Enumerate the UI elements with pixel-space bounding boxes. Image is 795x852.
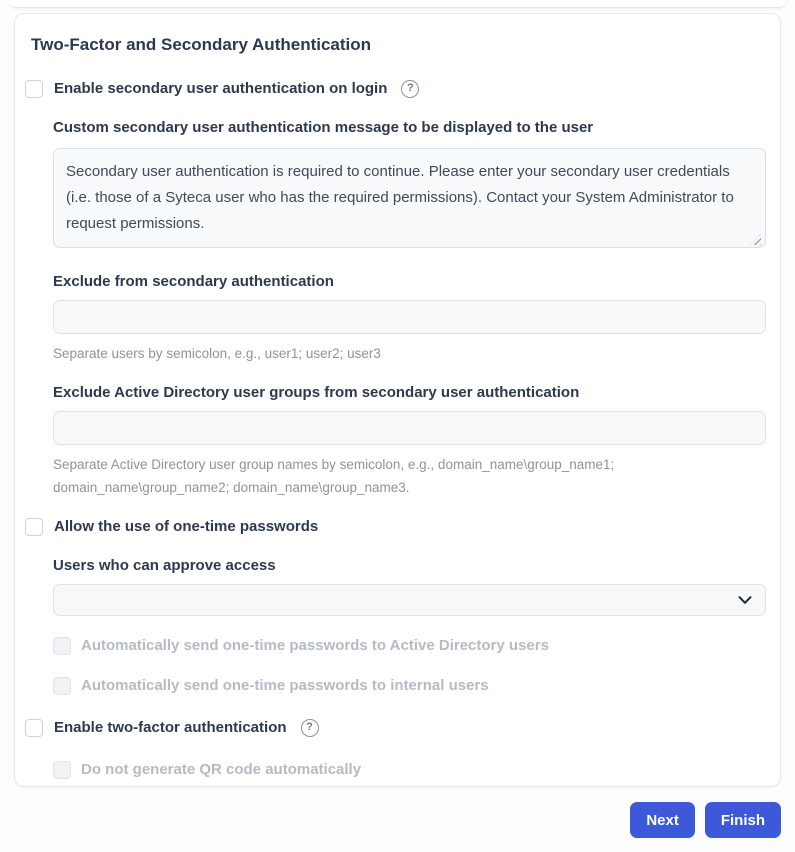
wizard-footer bbox=[0, 802, 781, 838]
chevron-down-icon bbox=[737, 592, 753, 608]
exclude-users-label: Exclude from secondary authentication bbox=[53, 273, 334, 290]
no-qr-checkbox bbox=[53, 761, 71, 779]
auto-send-ad-row bbox=[53, 636, 764, 656]
enable-secondary-auth-checkbox[interactable] bbox=[25, 80, 43, 98]
finish-button[interactable]: Finish bbox=[705, 802, 781, 838]
auto-send-internal-row bbox=[53, 676, 764, 696]
previous-card-bottom-edge bbox=[8, 0, 787, 8]
exclude-groups-hint: Separate Active Directory user group names by semicolon, e.g., domain_name\group_name1; domain_name\group_name2; domain_name\group_name3. bbox=[53, 457, 615, 495]
two-factor-section bbox=[53, 760, 764, 780]
auto-send-ad-label: Automatically send one-time passwords to Active Directory users bbox=[81, 637, 549, 654]
custom-message-label: Custom secondary user authentication message to be displayed to the user bbox=[53, 119, 594, 136]
two-factor-settings-card bbox=[14, 13, 781, 787]
auto-send-internal-label: Automatically send one-time passwords to internal users bbox=[81, 677, 489, 694]
enable-secondary-auth-row bbox=[25, 79, 764, 99]
custom-message-textarea[interactable] bbox=[53, 148, 766, 248]
approvers-select[interactable] bbox=[53, 584, 766, 616]
allow-otp-checkbox[interactable] bbox=[25, 518, 43, 536]
exclude-users-input[interactable] bbox=[53, 300, 766, 334]
exclude-groups-input[interactable] bbox=[53, 411, 766, 445]
secondary-auth-section bbox=[53, 119, 764, 499]
exclude-groups-label: Exclude Active Directory user groups from secondary user authentication bbox=[53, 384, 580, 401]
auto-send-ad-checkbox bbox=[53, 637, 71, 655]
next-button[interactable]: Next bbox=[630, 802, 695, 838]
no-qr-row bbox=[53, 760, 764, 780]
auto-send-internal-checkbox bbox=[53, 677, 71, 695]
help-icon[interactable]: ? bbox=[401, 80, 419, 98]
otp-section bbox=[53, 557, 764, 696]
page-title: Two-Factor and Secondary Authentication bbox=[31, 35, 372, 54]
help-icon[interactable]: ? bbox=[301, 719, 319, 737]
exclude-users-hint: Separate users by semicolon, e.g., user1; user2; user3 bbox=[53, 346, 381, 361]
allow-otp-row bbox=[25, 517, 764, 537]
no-qr-label: Do not generate QR code automatically bbox=[81, 761, 362, 778]
enable-two-factor-checkbox[interactable] bbox=[25, 719, 43, 737]
approvers-label: Users who can approve access bbox=[53, 557, 276, 574]
allow-otp-label: Allow the use of one-time passwords bbox=[54, 518, 319, 535]
enable-secondary-auth-label: Enable secondary user authentication on login bbox=[54, 80, 388, 97]
enable-two-factor-label: Enable two-factor authentication bbox=[54, 719, 287, 736]
enable-two-factor-row bbox=[25, 718, 764, 738]
